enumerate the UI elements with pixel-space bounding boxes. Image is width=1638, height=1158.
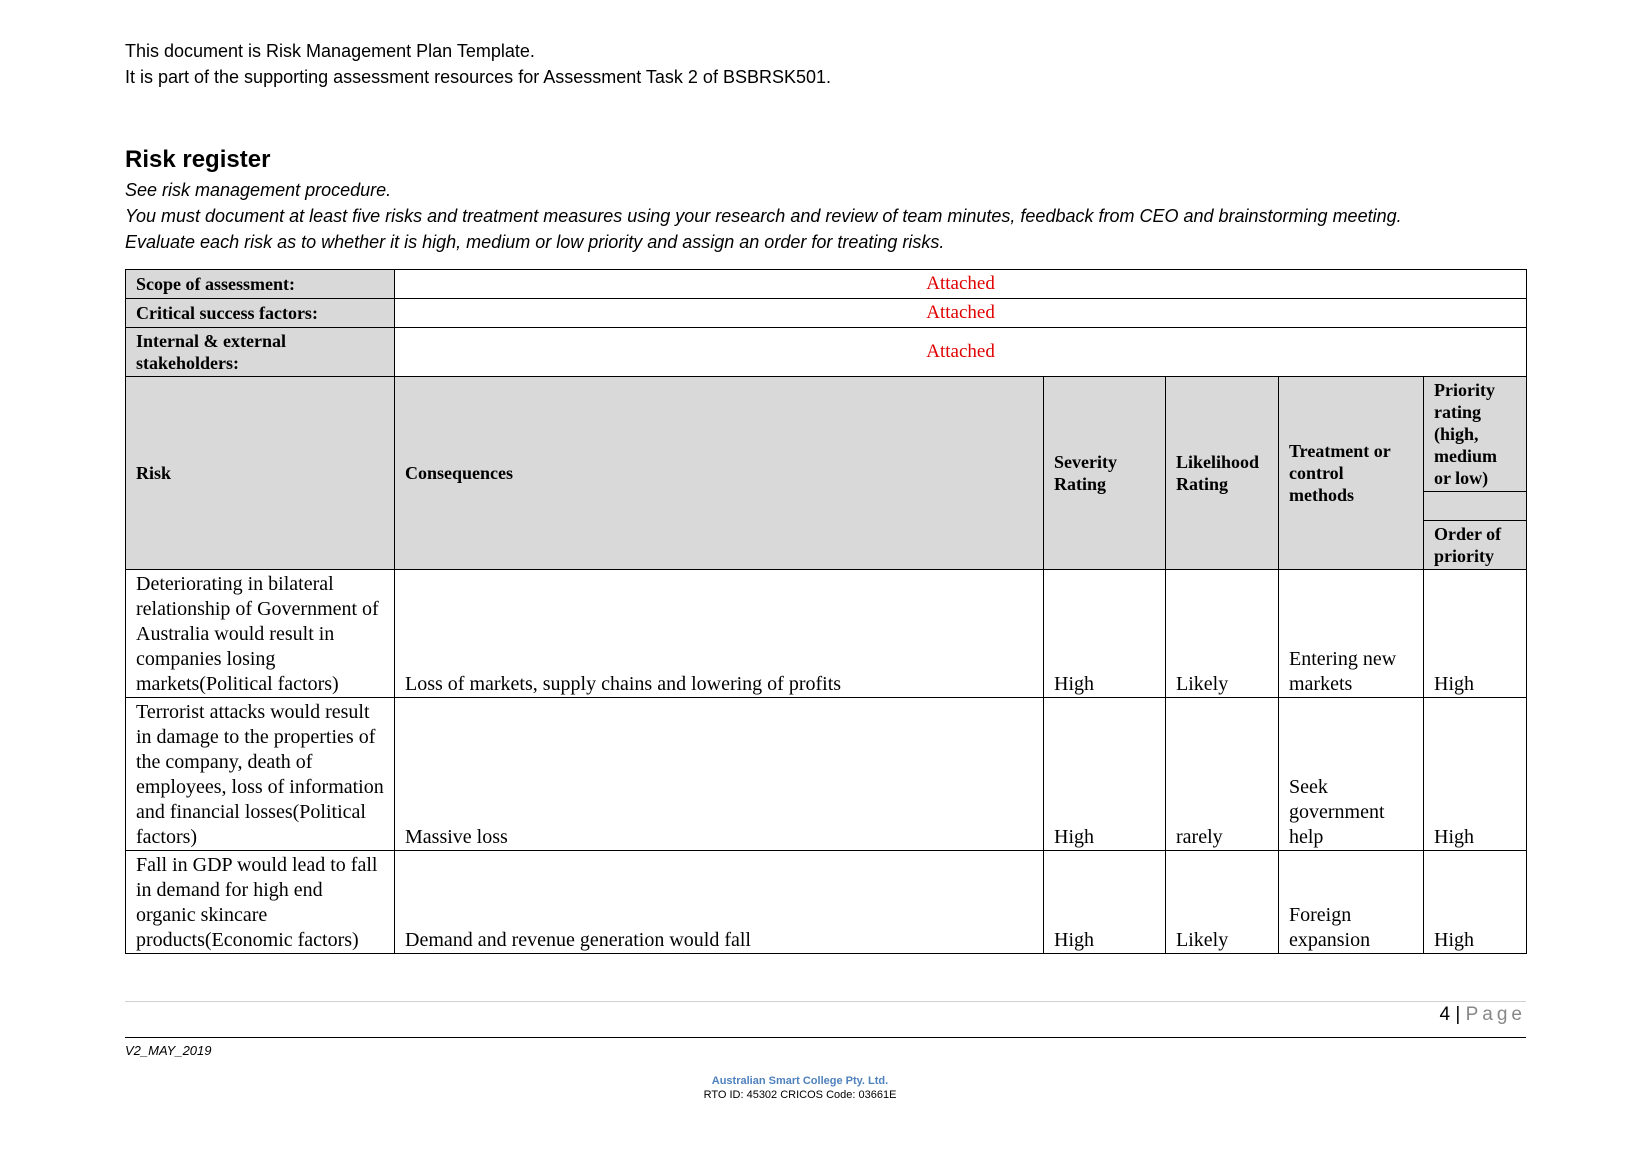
intro-text <box>125 38 831 90</box>
severity-cell: High <box>1044 570 1166 698</box>
header-priority-blank <box>1424 492 1527 521</box>
college-name: Australian Smart College Pty. Ltd. <box>711 1075 889 1087</box>
consequences-cell: Loss of markets, supply chains and lowering of profits <box>395 570 1044 698</box>
instruction-line-2: You must document at least five risks and treatment measures using your research and review of team minutes, feedback from CEO and brainstorming meeting. <box>125 206 1402 226</box>
treatment-cell: Seek government help <box>1279 698 1424 851</box>
csf-label: Critical success factors: <box>126 299 395 328</box>
page-number-separator: | <box>1455 1004 1461 1025</box>
table-row <box>126 851 1527 954</box>
consequences-cell: Massive loss <box>395 698 1044 851</box>
priority-cell: High <box>1424 570 1527 698</box>
header-likelihood: Likelihood Rating <box>1166 377 1279 570</box>
scope-label: Scope of assessment: <box>126 270 395 299</box>
likelihood-cell: Likely <box>1166 851 1279 954</box>
consequences-cell: Demand and revenue generation would fall <box>395 851 1044 954</box>
table-row <box>126 570 1527 698</box>
table-row <box>126 698 1527 851</box>
treatment-cell: Foreign expansion <box>1279 851 1424 954</box>
instruction-line-1: See risk management procedure. <box>125 180 392 200</box>
footer-divider-light <box>125 1001 1526 1002</box>
header-severity: Severity Rating <box>1044 377 1166 570</box>
page-number <box>1440 1004 1526 1026</box>
csf-value: Attached <box>395 299 1527 328</box>
treatment-cell: Entering new markets <box>1279 570 1424 698</box>
stakeholders-label: Internal & external stakeholders: <box>126 328 395 377</box>
risk-cell: Terrorist attacks would result in damage to the properties of the company, death of employees, loss of information and financial losses(Political factors) <box>126 698 395 851</box>
instruction-line-3: Evaluate each risk as to whether it is high, medium or low priority and assign an order for treating risks. <box>125 232 945 252</box>
header-treatment: Treatment or control methods <box>1279 377 1424 570</box>
header-consequences: Consequences <box>395 377 1044 570</box>
header-order: Order of priority <box>1424 521 1527 570</box>
likelihood-cell: Likely <box>1166 570 1279 698</box>
priority-cell: High <box>1424 851 1527 954</box>
severity-cell: High <box>1044 851 1166 954</box>
risk-cell: Deteriorating in bilateral relationship of Government of Australia would result in companies losing markets(Political factors) <box>126 570 395 698</box>
footer-divider <box>125 1037 1526 1038</box>
priority-cell: High <box>1424 698 1527 851</box>
section-heading: Risk register <box>125 146 271 173</box>
scope-value: Attached <box>395 270 1527 299</box>
rto-info: RTO ID: 45302 CRICOS Code: 03661E <box>703 1089 897 1101</box>
stakeholders-value: Attached <box>395 328 1527 377</box>
header-risk: Risk <box>126 377 395 570</box>
version-label: V2_MAY_2019 <box>125 1043 212 1058</box>
intro-line-1: This document is Risk Management Plan Template. <box>125 41 535 61</box>
page-word: Page <box>1465 1004 1526 1025</box>
risk-register-table <box>125 269 1527 954</box>
instructions <box>125 177 1402 255</box>
header-priority: Priority rating (high, medium or low) <box>1424 377 1527 492</box>
severity-cell: High <box>1044 698 1166 851</box>
risk-cell: Fall in GDP would lead to fall in demand for high end organic skincare products(Economic factors) <box>126 851 395 954</box>
page-number-value: 4 <box>1439 1004 1451 1025</box>
likelihood-cell: rarely <box>1166 698 1279 851</box>
intro-line-2: It is part of the supporting assessment resources for Assessment Task 2 of BSBRSK501. <box>125 67 832 87</box>
